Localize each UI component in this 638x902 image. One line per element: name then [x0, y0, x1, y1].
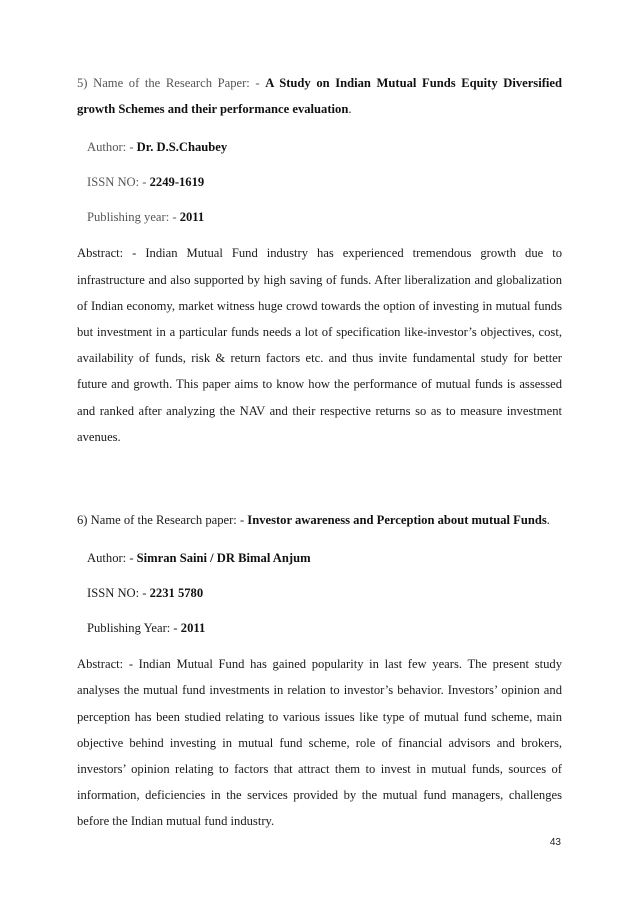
abstract-paragraph — [77, 651, 562, 834]
issn-value: 2231 5780 — [149, 586, 204, 601]
publishing-year-label: Publishing Year: - — [87, 621, 181, 636]
issn-line — [77, 172, 562, 192]
paper-title-suffix: . — [348, 102, 352, 117]
issn-value: 2249-1619 — [149, 175, 205, 190]
author-value: Dr. D.S.Chaubey — [136, 140, 228, 155]
abstract-label: Abstract: - — [77, 246, 146, 261]
issn-label: ISSN NO: - — [87, 586, 150, 601]
author-line — [77, 548, 562, 568]
publishing-year-label: Publishing year: - — [87, 210, 180, 225]
research-paper-entry — [77, 507, 562, 835]
paper-title-line — [77, 70, 562, 122]
abstract-text: Indian Mutual Fund has gained popularity in last few years. The present study analyses the mutual fund investments in relation to investor’s behavior. Investors’ opinion and perception has been studied relating to various issues like type of mutual fund scheme, main objective behind investing in mutual fund scheme, role of financial advisors and brokers, investors’ opinion relating to factors that attract them to invest in mutual funds, sources of information, deficiencies in the services provided by the mutual fund managers, challenges before the Indian mutual fund industry. — [77, 657, 562, 829]
paper-title: A Study on Indian Mutual Funds Equity Diversified growth Schemes and their performance evaluation — [77, 76, 562, 117]
paper-title: Investor awareness and Perception about mutual Funds — [247, 513, 547, 528]
publishing-year-value: 2011 — [179, 210, 205, 225]
author-label: Author: - — [87, 140, 137, 155]
paper-title-line — [77, 507, 562, 533]
issn-line — [77, 583, 562, 603]
research-paper-entry — [77, 70, 562, 450]
publishing-year-line — [77, 207, 562, 227]
page-content — [77, 70, 562, 835]
paper-title-suffix: . — [546, 513, 550, 528]
issn-label: ISSN NO: - — [87, 175, 150, 190]
author-line — [77, 137, 562, 157]
abstract-label: Abstract: - — [77, 657, 139, 672]
publishing-year-value: 2011 — [180, 621, 206, 636]
page-number: 43 — [549, 837, 561, 848]
author-value: Simran Saini / DR Bimal Anjum — [136, 551, 311, 566]
paper-title-label: 5) Name of the Research Paper: - — [77, 76, 266, 90]
paper-title-label: 6) Name of the Research paper: - — [77, 513, 248, 528]
abstract-text: Indian Mutual Fund industry has experienced tremendous growth due to infrastructure and also supported by high saving of funds. After liberalization and globalization of Indian economy, market witness huge crowd towards the option of investing in mutual funds but investment in a particular funds needs a lot of specification like-investor’s objectives, cost, availability of funds, risk & return factors etc. and thus invite fundamental study for better future and growth. This paper aims to know how the performance of mutual funds is assessed and ranked after analyzing the NAV and their respective returns so as to measure investment avenues. — [77, 246, 563, 444]
abstract-paragraph — [77, 240, 562, 450]
publishing-year-line — [77, 618, 562, 638]
author-label: Author: - — [87, 551, 137, 566]
